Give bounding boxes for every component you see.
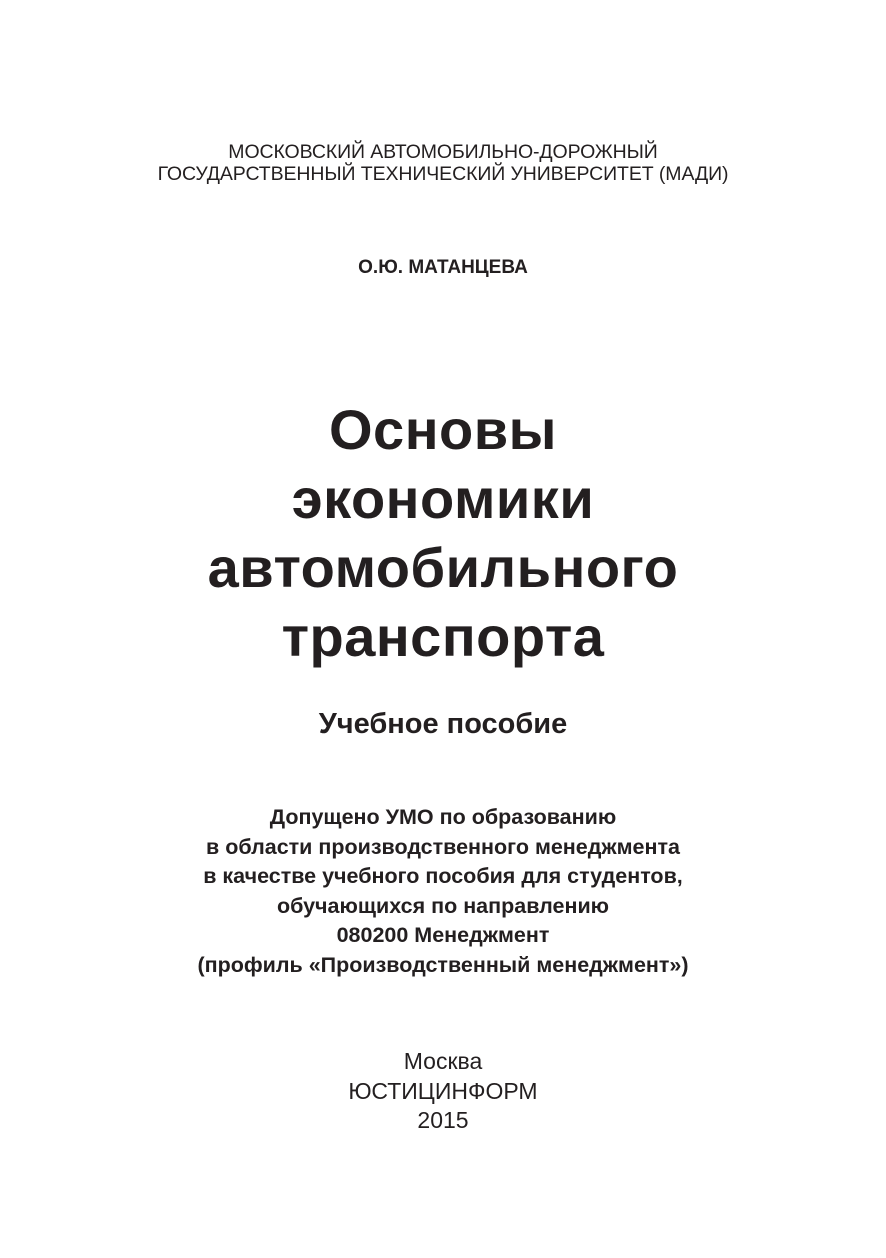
title-line-4: транспорта (281, 605, 605, 668)
title-line-1: Основы (329, 398, 557, 461)
imprint-city: Москва (403, 1048, 483, 1074)
approval-statement (0, 803, 886, 981)
institution-name (0, 141, 886, 185)
title-line-2: экономики (291, 467, 595, 530)
title-line-3: автомобильного (207, 536, 679, 599)
author-name: О.Ю. МАТАНЦЕВА (358, 257, 528, 278)
approval-line-3: в качестве учебного пособия для студентов, (203, 864, 683, 889)
approval-line-1: Допущено УМО по образованию (269, 805, 617, 829)
publisher-imprint (0, 1047, 886, 1136)
imprint-year: 2015 (417, 1107, 469, 1133)
approval-line-2: в области производственного менеджмента (206, 834, 680, 859)
approval-line-5: 080200 Менеджмент (336, 923, 550, 948)
approval-line-6: (профиль «Производственный менеджмент») (197, 952, 689, 977)
institution-line-1: МОСКОВСКИЙ АВТОМОБИЛЬНО-ДОРОЖНЫЙ (228, 141, 658, 163)
imprint-publisher: ЮСТИЦИНФОРМ (348, 1077, 538, 1104)
approval-line-4: обучающихся по направлению (276, 893, 610, 918)
institution-line-2: ГОСУДАРСТВЕННЫЙ ТЕХНИЧЕСКИЙ УНИВЕРСИТЕТ (МАДИ) (157, 163, 729, 185)
book-title (0, 395, 886, 671)
book-subtitle: Учебное пособие (318, 708, 568, 740)
